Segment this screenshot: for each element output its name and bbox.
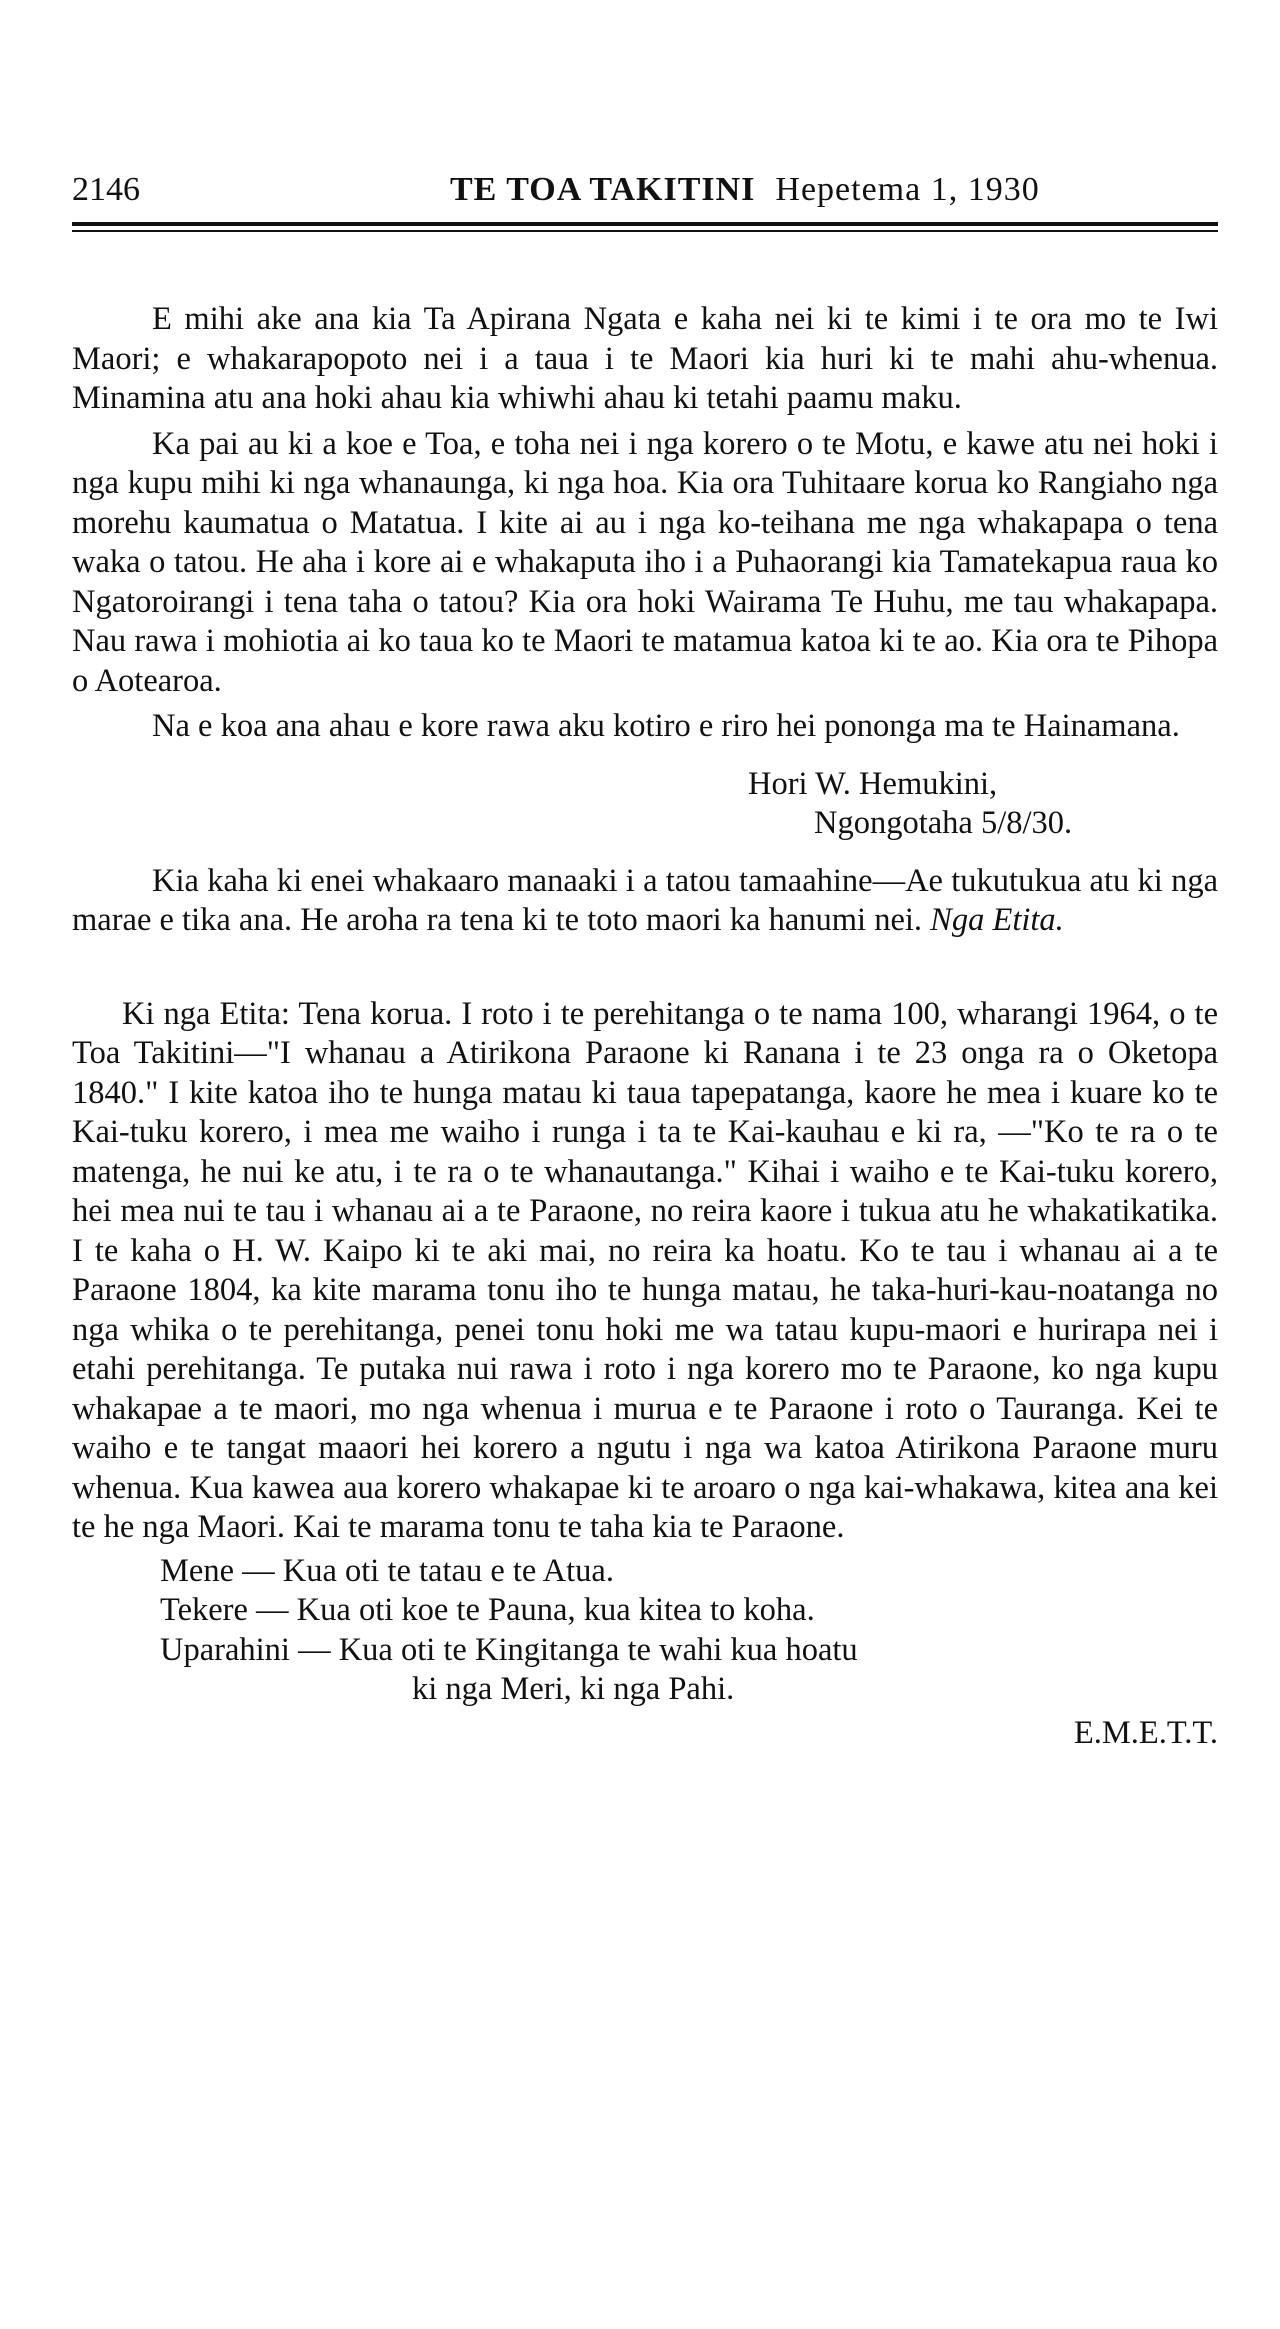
letter-one-signature-place: Ngongotaha 5/8/30. — [814, 805, 1073, 841]
letter-two-paragraph: Ki nga Etita: Tena korua. I roto i te perehitanga o te nama 100, wharangi 1964, o te Toa Takitini—"I whanau a Atirikona Paraone ki Ranana i te 23 onga ra o Oketopa 1840." I kite katoa iho te hunga matau ki taua tapepatanga, kaore he mea i kuare ko te Kai-tuku korero, i mea me waiho i runga i ta te Kai-kauhau e ki ra, —"Ko te ra o te matenga, he nui ke atu, i te ra o te whanautanga." Kihai i waiho e te Kai-tuku korero, hei mea nui te tau i whanau ai a te Paraone, no reira kaore i tukua atu he whakatikatika. I te kaha o H. W. Kaipo ki te aki mai, no reira ka hoatu. Ko te tau i whanau ai a te Paraone 1804, ka kite marama tonu iho te hunga matau, he taka-huri-kau-noatanga no nga whika o te perehitanga, penei tonu hoki me wa tatau kupu-maori e hurirapa nei i etahi perehitanga. Te putaka nui rawa i roto i nga korero mo te Paraone, ko nga kupu whakapae a te maori, mo nga whenua i murua e te Paraone i roto o Tauranga. Kei te waiho e te tangat maaori hei korero a ngutu i nga wa katoa Atirikona Paraone muru whenua. Kua kawea aua korero whakapae ki te aroaro o nga kai-whakawa, kitea ana kei te he nga Maori. Kai te marama tonu te taha kia te Paraone. — [72, 995, 1218, 1545]
page-number: 2146 — [72, 171, 140, 208]
letter-two-signature: E.M.E.T.T. — [1073, 1714, 1218, 1751]
publication-title: TE TOA TAKITINI — [450, 171, 756, 208]
document-page — [72, 170, 1218, 1753]
verse-continuation: ki nga Meri, ki nga Pahi. — [412, 1671, 735, 1707]
verse-line: Tekere — Kua oti koe te Pauna, kua kitea to koha. — [160, 1592, 815, 1628]
editor-note-signature: Nga Etita. — [930, 902, 1064, 938]
letter-one-signature-name: Hori W. Hemukini, — [748, 765, 998, 802]
letter-one — [72, 300, 1218, 747]
editor-note-paragraph — [72, 862, 1218, 941]
verse-line: Mene — Kua oti te tatau e te Atua. — [160, 1552, 614, 1589]
verse-block — [160, 1552, 1218, 1710]
header-rule-thick — [72, 222, 1218, 226]
verse-line: Uparahini — Kua oti te Kingitanga te wahi kua hoatu — [160, 1631, 858, 1668]
letter-one-paragraph: Ka pai au ki a koe e Toa, e toha nei i nga korero o te Motu, e kawe atu nei hoki i nga kupu mihi ki nga whanaunga, ki nga hoa. Kia ora Tuhitaare korua ko Rangiaho nga morehu kaumatua o Matatua. I kite ai au i nga ko-teihana me nga whakapapa o tena waka o tatou. He aha i kore ai e whakaputa iho i a Puhaorangi kia Tamatekapua raua ko Ngatoroirangi i tena taha o tatou? Kia ora hoki Wairama Te Huhu, me tau whakapapa. Nau rawa i mohiotia ai ko taua ko te Maori te matamua katoa ki te ao. Kia ora te Pihopa o Aotearoa. — [72, 425, 1218, 699]
issue-date: Hepetema 1, 1930 — [775, 171, 1040, 208]
letter-one-paragraph: Na e koa ana ahau e kore rawa aku kotiro e riro hei pononga ma te Hainamana. — [152, 708, 1180, 744]
editor-note-text: Kia kaha ki enei whakaaro manaaki i a tatou tamaahine—Ae tukutukua atu ki nga marae e tika ana. He aroha ra tena ki te toto maori ka hanumi nei. — [72, 862, 1218, 938]
page-header — [72, 170, 1218, 212]
editor-note — [72, 862, 1218, 941]
header-rule-thin — [72, 230, 1218, 232]
letter-two — [72, 995, 1218, 1548]
letter-one-paragraph: E mihi ake ana kia Ta Apirana Ngata e kaha nei ki te kimi i te ora mo te Iwi Maori; e whakarapopoto nei i a taua i te Maori kia huri ki te mahi ahu-whenua. Minamina atu ana hoki ahau kia whiwhi ahau ki tetahi paamu maku. — [72, 301, 1218, 416]
